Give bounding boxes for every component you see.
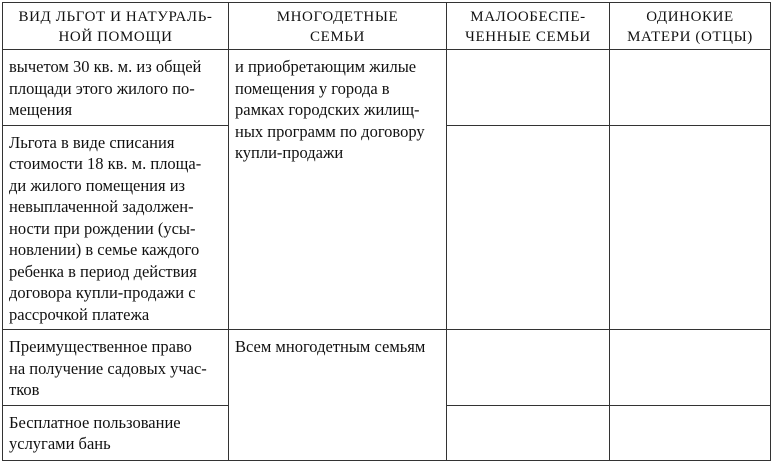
single-parents-cell (610, 330, 771, 406)
large-families-cell: и приобретающим жилые помещения у города в рамках городских жилищ- ных программ по договору купли-продажи (229, 50, 447, 330)
single-parents-cell (610, 405, 771, 460)
header-low-income-families: МАЛООБЕСПЕ- ЧЕННЫЕ СЕМЬИ (447, 3, 610, 50)
header-benefit-type: ВИД ЛЬГОТ И НАТУРАЛЬ- НОЙ ПОМОЩИ (3, 3, 229, 50)
benefit-cell: Преимущественное право на получение садовых учас- тков (3, 330, 229, 406)
benefit-cell: Льгота в виде списания стоимости 18 кв. м. площа- ди жилого помещения из невыплаченной задолжен- ности при рождении (усы- новлении) в семье каждого ребенка в период действия договора купли-продажи с рассрочкой платежа (3, 125, 229, 330)
table-header-row (3, 3, 771, 50)
header-single-parents: ОДИНОКИЕ МАТЕРИ (ОТЦЫ) (610, 3, 771, 50)
low-income-cell (447, 330, 610, 406)
benefit-cell: вычетом 30 кв. м. из общей площади этого жилого по- мещения (3, 50, 229, 126)
table-row (3, 50, 771, 126)
benefits-table (2, 2, 771, 461)
benefit-cell: Бесплатное пользование услугами бань (3, 405, 229, 460)
low-income-cell (447, 405, 610, 460)
header-large-families: МНОГОДЕТНЫЕ СЕМЬИ (229, 3, 447, 50)
large-families-cell: Всем многодетным семьям (229, 330, 447, 461)
single-parents-cell (610, 125, 771, 330)
table-row (3, 330, 771, 406)
single-parents-cell (610, 50, 771, 126)
low-income-cell (447, 50, 610, 126)
low-income-cell (447, 125, 610, 330)
